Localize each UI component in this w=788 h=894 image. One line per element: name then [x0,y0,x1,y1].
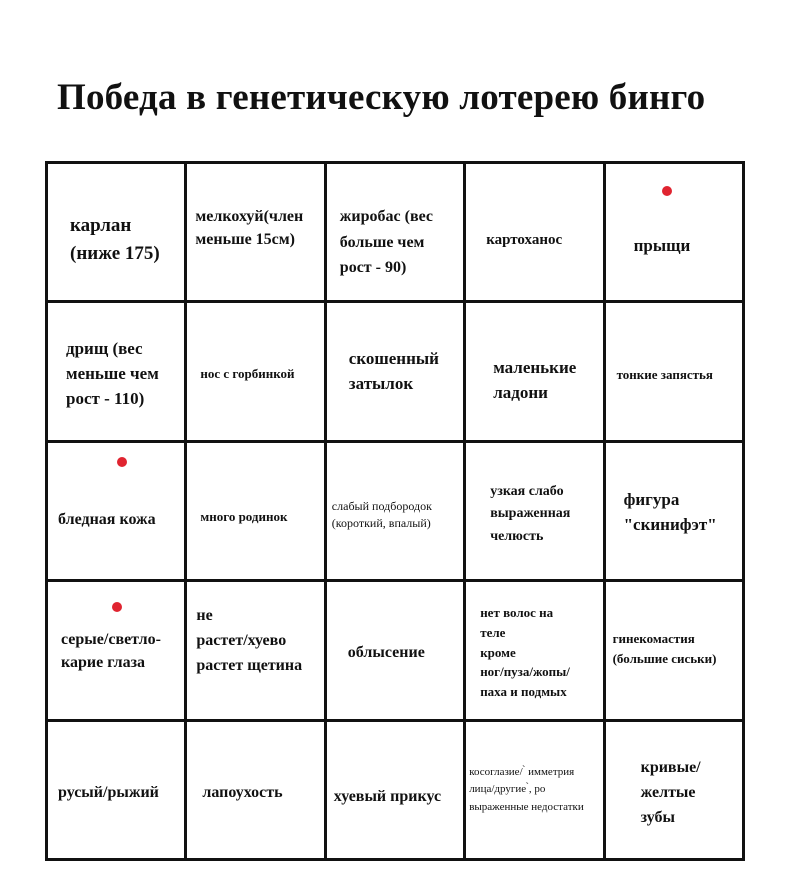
marked-dot [117,457,127,467]
cell-text-line: не [196,607,213,625]
cell-text-line: гинекомастия [612,631,695,647]
cell-text-line: челюсть [490,528,544,544]
cell-text-line: рост - 110) [66,388,145,408]
cell-text-line: кроме [480,644,516,660]
cell-text-line: карие глаза [61,654,146,672]
cell-text-line: облысение [347,644,425,662]
bingo-cell[interactable] [327,443,466,582]
bingo-cell[interactable] [187,722,326,861]
cell-text-line: русый/рыжий [58,783,159,801]
cell-text-line: растет/хуево [196,631,287,649]
bingo-grid [45,161,745,861]
cell-text-line: слабый подбородок [331,498,432,513]
cell-text-line: растет щетина [196,656,303,674]
bingo-cell[interactable] [606,582,745,721]
cell-text-line: фигура [623,489,680,509]
page-title: Победа в генетическую лотерею бинго [57,77,706,118]
bingo-cell[interactable] [466,582,605,721]
cell-text-line: меньше чем [66,364,159,384]
marked-dot [662,186,672,196]
bingo-cell[interactable] [606,164,745,303]
cell-text-line: ног/пуза/жопы/ [480,664,570,680]
cell-text-line: тонкие запястья [616,367,713,383]
cell-text-line: зубы [640,809,675,827]
bingo-cell[interactable] [327,582,466,721]
cell-text-line: много родинок [200,508,288,524]
cell-text-line: "скинифэт" [623,515,717,535]
cell-text-line: прыщи [633,236,691,255]
bingo-cell[interactable] [466,722,605,861]
bingo-cell[interactable] [48,164,187,303]
cell-text-line: скошенный [348,349,439,369]
bingo-cell[interactable] [187,582,326,721]
cell-text-line: бледная кожа [58,510,156,528]
cell-text-line: нет волос на [480,605,554,621]
bingo-cell[interactable] [48,582,187,721]
cell-text-line: (ниже 175) [70,242,160,264]
bingo-cell[interactable] [187,443,326,582]
cell-text-line: теле [480,624,506,640]
cell-text-line: (короткий, впалый) [331,516,431,531]
cell-text-line: нос с горбинкой [200,366,295,382]
cell-text-line: лапоухость [202,783,283,801]
bingo-cell[interactable] [48,443,187,582]
bingo-cell[interactable] [606,443,745,582]
bingo-cell[interactable] [466,164,605,303]
bingo-cell[interactable] [466,443,605,582]
bingo-cell[interactable] [327,722,466,861]
bingo-cell[interactable] [606,722,745,861]
cell-text-line: хуевый прикус [333,787,442,805]
cell-text-line: желтые [640,783,696,801]
cell-text-line: больше чем [339,233,425,251]
bingo-cell[interactable] [48,303,187,442]
cell-text-line: серые/светло- [61,631,161,649]
cell-text-line: (большие сиськи) [612,651,717,667]
marked-dot [112,602,122,612]
cell-text-line: лица/другие ̀, ро [469,783,546,796]
bingo-cell[interactable] [327,303,466,442]
cell-text-line: рост - 90) [339,259,407,277]
cell-text-line: узкая слабо [490,483,564,499]
cell-text-line: косоглазие/ ̀ имметрия [469,765,575,778]
cell-text-line: кривые/ [640,758,701,776]
cell-text-line: ладони [493,383,548,403]
cell-text-line: мелкохуй(член [195,208,304,225]
cell-text-line: меньше 15см) [195,231,296,249]
cell-text-line: жиробас (вес [339,208,433,225]
cell-text-line: картоханос [486,232,563,248]
bingo-cell[interactable] [187,164,326,303]
bingo-cell[interactable] [48,722,187,861]
cell-text-line: дрищ (вес [66,339,143,359]
cell-text-line: затылок [348,374,414,394]
cell-text-line: маленькие [493,358,577,378]
bingo-cell[interactable] [606,303,745,442]
cell-text-line: паха и подмых [480,684,567,700]
cell-text-line: выраженная [490,506,571,522]
cell-text-line: карлан [70,215,132,236]
bingo-cell[interactable] [327,164,466,303]
bingo-cell[interactable] [187,303,326,442]
cell-text-line: выраженные недостатки [469,800,584,813]
bingo-cell[interactable] [466,303,605,442]
